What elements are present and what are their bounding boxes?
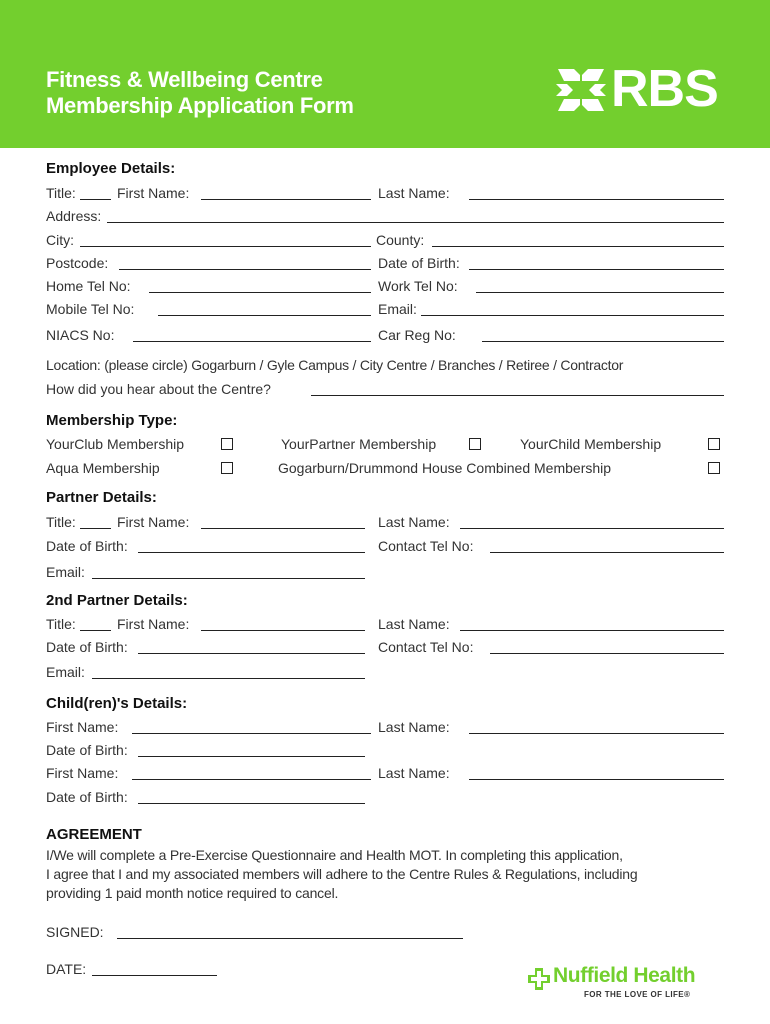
employee-work-tel-field[interactable] <box>476 292 724 293</box>
rbs-logo <box>553 62 725 118</box>
child1-first-name-label: First Name: <box>46 719 119 735</box>
agreement-heading: AGREEMENT <box>46 826 142 843</box>
yourpartner-checkbox[interactable] <box>469 438 481 450</box>
employee-last-name-field[interactable] <box>469 199 724 200</box>
employee-city-label: City: <box>46 232 74 248</box>
child1-last-name-field[interactable] <box>469 733 724 734</box>
partner2-last-name-label: Last Name: <box>378 616 450 632</box>
agreement-line-3: providing 1 paid month notice required to cancel. <box>46 885 339 901</box>
partner2-dob-field[interactable] <box>138 653 365 654</box>
partner-title-label: Title: <box>46 514 76 530</box>
title-line-1: Fitness & Wellbeing Centre <box>46 67 323 92</box>
location-options[interactable]: Location: (please circle) Gogarburn / Gyle Campus / City Centre / Branches / Retiree / Contractor <box>46 357 624 373</box>
rbs-wordmark: RBS <box>611 60 718 118</box>
employee-postcode-field[interactable] <box>119 269 371 270</box>
employee-email-field[interactable] <box>421 315 724 316</box>
partner-email-label: Email: <box>46 564 85 580</box>
yourchild-label: YourChild Membership <box>520 436 662 452</box>
children-heading: Child(ren)'s Details: <box>46 695 188 712</box>
employee-last-name-label: Last Name: <box>378 185 450 201</box>
partner-first-name-label: First Name: <box>117 514 190 530</box>
yourpartner-label: YourPartner Membership <box>281 436 437 452</box>
employee-title-field[interactable] <box>80 199 111 200</box>
yourclub-label: YourClub Membership <box>46 436 184 452</box>
partner-dob-field[interactable] <box>138 552 365 553</box>
header-banner <box>0 0 770 148</box>
employee-mobile-tel-field[interactable] <box>158 315 371 316</box>
partner-last-name-field[interactable] <box>460 528 724 529</box>
employee-first-name-field[interactable] <box>201 199 371 200</box>
employee-home-tel-label: Home Tel No: <box>46 278 131 294</box>
partner2-email-field[interactable] <box>92 678 365 679</box>
signature-field[interactable] <box>117 938 463 939</box>
nuffield-tagline: FOR THE LOVE OF LIFE® <box>584 990 691 999</box>
employee-dob-label: Date of Birth: <box>378 255 460 271</box>
form-title <box>46 67 354 119</box>
child2-dob-field[interactable] <box>138 803 365 804</box>
partner-email-field[interactable] <box>92 578 365 579</box>
partner2-contact-label: Contact Tel No: <box>378 639 474 655</box>
employee-niacs-field[interactable] <box>133 341 371 342</box>
employee-car-reg-field[interactable] <box>482 341 724 342</box>
combined-checkbox[interactable] <box>708 462 720 474</box>
child1-dob-label: Date of Birth: <box>46 742 128 758</box>
date-field[interactable] <box>92 975 217 976</box>
nuffield-wordmark: Nuffield Health <box>553 964 696 987</box>
employee-car-reg-label: Car Reg No: <box>378 327 456 343</box>
child1-dob-field[interactable] <box>138 756 365 757</box>
employee-dob-field[interactable] <box>469 269 724 270</box>
employee-first-name-label: First Name: <box>117 185 190 201</box>
child2-first-name-label: First Name: <box>46 765 119 781</box>
employee-mobile-tel-label: Mobile Tel No: <box>46 301 135 317</box>
title-line-2: Membership Application Form <box>46 93 354 118</box>
hear-about-field[interactable] <box>311 395 724 396</box>
combined-label: Gogarburn/Drummond House Combined Membership <box>278 460 612 476</box>
partner-contact-field[interactable] <box>490 552 724 553</box>
employee-title-label: Title: <box>46 185 76 201</box>
employee-niacs-label: NIACS No: <box>46 327 115 343</box>
partner2-title-field[interactable] <box>80 630 111 631</box>
membership-heading: Membership Type: <box>46 412 178 429</box>
rbs-daisy-icon <box>553 62 609 118</box>
partner2-dob-label: Date of Birth: <box>46 639 128 655</box>
partner2-heading: 2nd Partner Details: <box>46 592 188 609</box>
nuffield-health-logo <box>528 966 728 1006</box>
employee-address-field[interactable] <box>107 222 724 223</box>
partner2-last-name-field[interactable] <box>460 630 724 631</box>
child1-last-name-label: Last Name: <box>378 719 450 735</box>
partner2-title-label: Title: <box>46 616 76 632</box>
employee-postcode-label: Postcode: <box>46 255 109 271</box>
child2-last-name-field[interactable] <box>469 779 724 780</box>
child2-dob-label: Date of Birth: <box>46 789 128 805</box>
employee-work-tel-label: Work Tel No: <box>378 278 458 294</box>
agreement-line-1: I/We will complete a Pre-Exercise Questionnaire and Health MOT. In completing this application, <box>46 847 623 863</box>
yourclub-checkbox[interactable] <box>221 438 233 450</box>
partner-first-name-field[interactable] <box>201 528 365 529</box>
employee-email-label: Email: <box>378 301 417 317</box>
child1-first-name-field[interactable] <box>132 733 371 734</box>
partner2-first-name-label: First Name: <box>117 616 190 632</box>
partner-contact-label: Contact Tel No: <box>378 538 474 554</box>
aqua-label: Aqua Membership <box>46 460 160 476</box>
partner2-contact-field[interactable] <box>490 653 724 654</box>
employee-home-tel-field[interactable] <box>149 292 371 293</box>
aqua-checkbox[interactable] <box>221 462 233 474</box>
nuffield-cross-icon <box>528 968 550 990</box>
partner-title-field[interactable] <box>80 528 111 529</box>
employee-county-label: County: <box>376 232 425 248</box>
hear-about-label: How did you hear about the Centre? <box>46 381 271 397</box>
agreement-line-2: I agree that I and my associated members will adhere to the Centre Rules & Regulations, including <box>46 866 638 882</box>
partner-last-name-label: Last Name: <box>378 514 450 530</box>
partner-dob-label: Date of Birth: <box>46 538 128 554</box>
yourchild-checkbox[interactable] <box>708 438 720 450</box>
partner2-first-name-field[interactable] <box>201 630 365 631</box>
date-label: DATE: <box>46 961 87 977</box>
partner2-email-label: Email: <box>46 664 85 680</box>
employee-heading: Employee Details: <box>46 160 176 177</box>
child2-first-name-field[interactable] <box>132 779 371 780</box>
employee-address-label: Address: <box>46 208 102 224</box>
child2-last-name-label: Last Name: <box>378 765 450 781</box>
partner-heading: Partner Details: <box>46 489 157 506</box>
employee-county-field[interactable] <box>432 246 724 247</box>
employee-city-field[interactable] <box>80 246 371 247</box>
signed-label: SIGNED: <box>46 924 104 940</box>
